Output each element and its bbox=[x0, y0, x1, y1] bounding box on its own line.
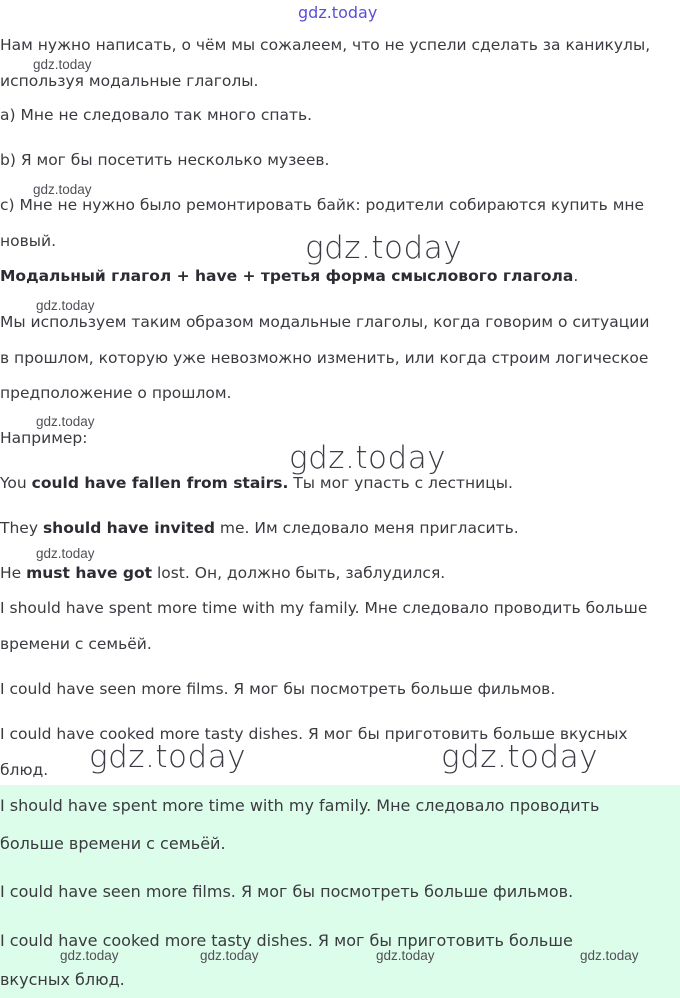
watermark-small: gdz.today bbox=[33, 57, 92, 72]
example-heading: Например: bbox=[0, 429, 88, 447]
watermark-small: gdz.today bbox=[580, 948, 639, 963]
answer-1-line-1: I should have spent more time with my family. Мне следовало проводить bbox=[0, 796, 600, 815]
sentence-3-line-2: блюд. bbox=[0, 761, 49, 779]
top-watermark: gdz.today bbox=[298, 3, 378, 22]
watermark-small: gdz.today bbox=[36, 298, 95, 313]
explanation-line-3: предположение о прошлом. bbox=[0, 384, 232, 402]
answer-2: I could have seen more films. Я мог бы посмотреть больше фильмов. bbox=[0, 882, 574, 901]
example-modal: could have fallen from stairs. bbox=[31, 474, 289, 492]
option-b: b) Я мог бы посетить несколько музеев. bbox=[0, 151, 330, 169]
example-pre: He bbox=[0, 564, 27, 582]
watermark-small: gdz.today bbox=[376, 948, 435, 963]
example-translation: me. Им следовало меня пригласить. bbox=[214, 519, 519, 537]
example-pre: You bbox=[0, 474, 32, 492]
watermark-small: gdz.today bbox=[200, 948, 259, 963]
example-modal: should have invited bbox=[42, 519, 215, 537]
answer-block bbox=[0, 785, 680, 998]
watermark-large: gdz.today bbox=[89, 739, 247, 775]
rule-line bbox=[0, 264, 678, 288]
rule-end: . bbox=[573, 267, 579, 285]
watermark-large: gdz.today bbox=[441, 739, 599, 775]
example-pre: They bbox=[0, 519, 43, 537]
sentence-1-line-1: I should have spent more time with my family. Мне следовало проводить больше bbox=[0, 599, 648, 617]
option-c-line-2: новый. bbox=[0, 232, 56, 250]
example-1 bbox=[0, 471, 678, 495]
intro-line-2: используя модальные глаголы. bbox=[0, 72, 259, 90]
option-a: а) Мне не следовало так много спать. bbox=[0, 106, 313, 124]
example-2 bbox=[0, 516, 678, 540]
watermark-small: gdz.today bbox=[33, 182, 92, 197]
example-3 bbox=[0, 561, 678, 585]
watermark-small: gdz.today bbox=[60, 948, 119, 963]
explanation-line-1: Мы используем таким образом модальные глаголы, когда говорим о ситуации bbox=[0, 313, 650, 331]
watermark-small: gdz.today bbox=[36, 546, 95, 561]
option-c-line-1: с) Мне не нужно было ремонтировать байк: родители собираются купить мне bbox=[0, 196, 645, 214]
example-modal: must have got bbox=[26, 564, 153, 582]
sentence-2: I could have seen more films. Я мог бы посмотреть больше фильмов. bbox=[0, 680, 556, 698]
explanation-line-2: в прошлом, которую уже невозможно изменить, или когда строим логическое bbox=[0, 349, 649, 367]
sentence-3-line-1: I could have cooked more tasty dishes. Я мог бы приготовить больше вкусных bbox=[0, 725, 628, 743]
answer-3-line-2: вкусных блюд. bbox=[0, 970, 125, 989]
example-translation: Ты мог упасть с лестницы. bbox=[288, 474, 513, 492]
sentence-1-line-2: времени с семьёй. bbox=[0, 635, 152, 653]
watermark-small: gdz.today bbox=[36, 414, 95, 429]
answer-3-line-1: I could have cooked more tasty dishes. Я мог бы приготовить больше bbox=[0, 931, 573, 950]
intro-line-1: Нам нужно написать, о чём мы сожалеем, что не успели сделать за каникулы, bbox=[0, 36, 651, 54]
example-translation: lost. Он, должно быть, заблудился. bbox=[152, 564, 446, 582]
rule-text: Модальный глагол + have + третья форма смыслового глагола bbox=[0, 267, 574, 285]
answer-1-line-2: больше времени с семьёй. bbox=[0, 834, 226, 853]
watermark-large: gdz.today bbox=[289, 440, 447, 476]
watermark-large: gdz.today bbox=[305, 230, 463, 266]
